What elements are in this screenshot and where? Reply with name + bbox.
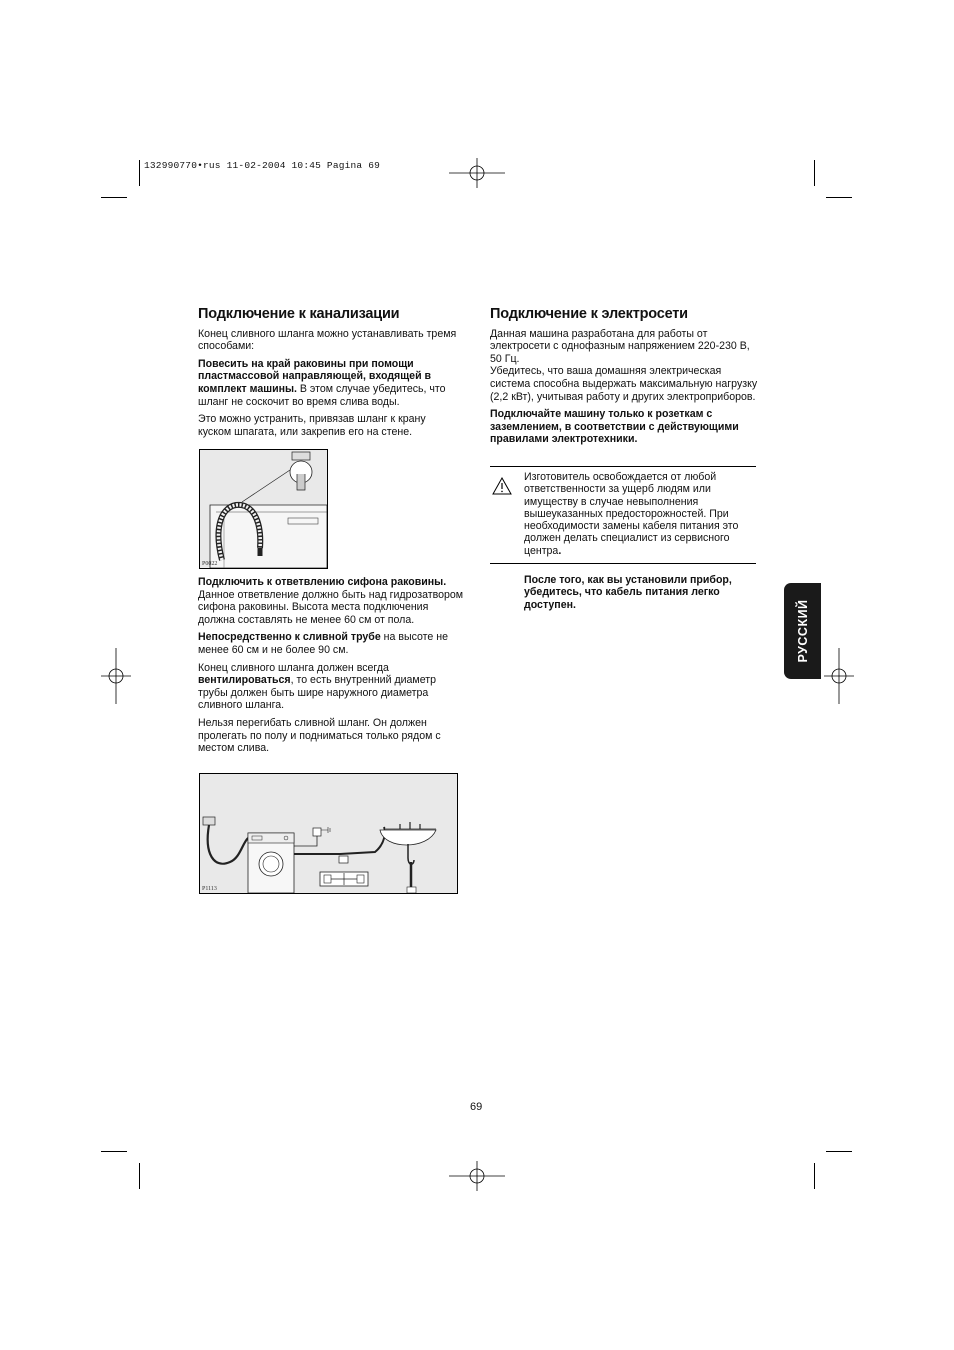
drain-method-2-text: Данное ответвление должно быть над гидрозатвором сифона раковины. Высота места подключения должна составлять не менее 60 см от пола.: [198, 588, 464, 626]
registration-mark-left-icon: [101, 648, 131, 704]
power-para-2: Убедитесь, что ваша домашняя электрическая система способна выдержать максимальную нагрузку (2,2 кВт), учитывая работу и других электроприборов.: [490, 365, 758, 403]
vent-bold: вентилироваться: [198, 674, 291, 687]
crop-mark-bottom-left-h: [101, 1151, 127, 1152]
right-column: [490, 308, 760, 451]
power-para-1: Данная машина разработана для работы от электросети с однофазным напряжением 220-230 В, 50 Гц.: [490, 327, 750, 365]
warning-text-wrap: [524, 471, 756, 557]
drain-no-bend: Нельзя перегибать сливной шланг. Он должен пролегать по полу и подниматься только рядом с местом слива.: [198, 716, 441, 755]
drain-method-2-bold: Подключить к ответвлению сифона раковины.: [198, 576, 447, 588]
language-tab-label: РУССКИЙ: [795, 599, 810, 663]
drain-ventilation: [198, 662, 466, 712]
figure-1-label: P0022: [202, 561, 218, 567]
power-para-3-bold: Подключайте машину только к розеткам с заземлением, в соответствии с действующими правилами электротехники.: [490, 408, 739, 446]
crop-mark-bottom-left-v: [139, 1163, 140, 1189]
vent-pre: Конец сливного шланга должен всегда: [198, 661, 389, 674]
drain-method-2: [198, 576, 466, 626]
power-section-title: Подключение к электросети: [490, 306, 688, 322]
crop-mark-bottom-right-v: [814, 1163, 815, 1189]
drain-method-1: [198, 358, 460, 408]
registration-mark-bottom-icon: [449, 1161, 505, 1191]
crop-mark-top-right-h: [826, 197, 852, 198]
drain-intro: Конец сливного шланга можно устанавливать тремя способами:: [198, 327, 457, 353]
power-para-3: [490, 408, 760, 446]
page-number: 69: [470, 1101, 483, 1113]
print-header: 132990770•rus 11-02-2004 10:45 Pagina 69: [144, 160, 381, 171]
hose-on-sink-illustration-icon: [200, 450, 327, 568]
drain-method-1-note: Это можно устранить, привязав шланг к крану куском шпагата, или закрепив его на стене.: [198, 413, 426, 438]
crop-mark-top-left-h: [101, 197, 127, 198]
crop-mark-top-right-v: [814, 160, 815, 186]
drain-method-1-bold: Повесить на край раковины при помощи пластмассовой направляющей, входящей в комплект машины.: [198, 357, 432, 395]
hose-on-sink-figure: [199, 449, 328, 569]
installation-diagram-illustration-icon: [200, 774, 457, 893]
warning-block: [490, 466, 756, 564]
registration-mark-right-icon: [824, 648, 854, 704]
drain-method-3-text: на высоте не менее 60 см и не более 90 см.: [198, 631, 448, 656]
registration-mark-top-icon: [449, 158, 505, 188]
warning-text: Изготовитель освобождается от любой ответственности за ущерб людям или имуществу в случае невыполнения вышеуказанных предосторожностей. При необходимости замены кабеля питания это должен делать специалист из сервисного центра: [524, 471, 739, 557]
drain-method-3-bold: Непосредственно к сливной трубе: [198, 631, 381, 644]
drain-section-title: Подключение к канализации: [198, 306, 400, 322]
after-install-note: После того, как вы установили прибор, убедитесь, что кабель питания легко доступен.: [524, 574, 732, 611]
drain-method-1-text: В этом случае убедитесь, что шланг не соскочит во время слива воды.: [198, 382, 446, 408]
installation-diagram-figure: [199, 773, 458, 894]
figure-2-label: P1113: [202, 886, 217, 892]
language-tab: [784, 583, 821, 679]
left-column: [198, 308, 460, 443]
warning-end: .: [558, 544, 562, 557]
crop-mark-top-left-v: [139, 160, 140, 186]
left-column-lower: [198, 576, 466, 760]
crop-mark-bottom-right-h: [826, 1151, 852, 1152]
drain-method-3: [198, 631, 466, 656]
warning-triangle-icon: [492, 477, 512, 495]
vent-post: , то есть внутренний диаметр трубы должен быть шире наружного диаметра сливного шланга.: [198, 674, 436, 712]
